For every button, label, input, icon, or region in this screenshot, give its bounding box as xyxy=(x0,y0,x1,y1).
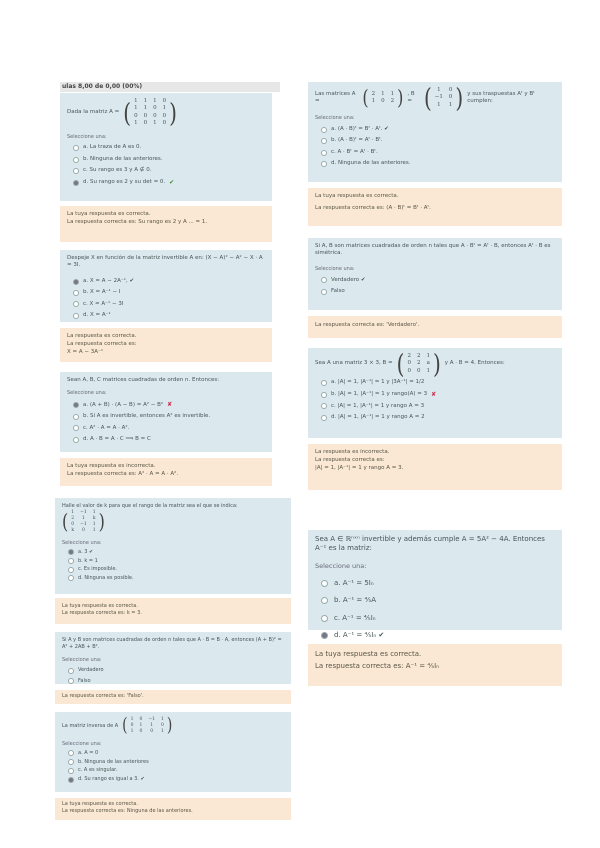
feedback-10: La tuya respuesta es correcta. La respuesta correcta es: A⁻¹ = ⅘Iₙ xyxy=(308,644,562,686)
radio-button[interactable] xyxy=(68,558,74,564)
select-label: Seleccione una: xyxy=(315,115,355,122)
option-true[interactable]: Verdadero xyxy=(68,667,284,674)
feedback-2: La respuesta es correcta. La respuesta correcta es: X = A − 3A⁻¹ xyxy=(60,328,272,362)
radio-button[interactable] xyxy=(321,580,328,587)
question-9 xyxy=(308,348,562,438)
radio-button[interactable] xyxy=(73,145,79,151)
question-stem: Halle el valor de k para que el rango de la matriz sea el que se indica: xyxy=(62,503,238,509)
option-a[interactable]: a. A = 0 xyxy=(68,750,284,757)
select-label: Seleccione una: xyxy=(67,390,107,397)
feedback-8: La respuesta correcta es: 'Verdadero'. xyxy=(308,316,562,338)
option-b[interactable]: b. |A| = 1, |A⁻¹| = 1 y rango(A) = 3 ✘ xyxy=(321,391,555,399)
option-d[interactable]: d. A⁻¹ = ⅘Iₙ ✔ xyxy=(321,631,555,640)
option-c[interactable]: c. |A| = 1, |A⁻¹| = 1 y rango A = 3 xyxy=(321,403,555,410)
question-5 xyxy=(55,632,291,684)
select-label: Seleccione una: xyxy=(62,741,102,748)
question-stem: Despeje X en función de la matriz invertible A en: (X − A)² − A² − X · A = 3I. xyxy=(67,255,263,269)
option-c[interactable]: c. Su rango es 3 y A ∉ 0. xyxy=(73,167,265,174)
option-a[interactable]: a. (A + B) · (A − B) = A² − B² ✘ xyxy=(73,401,265,409)
question-2 xyxy=(60,250,272,322)
cross-icon: ✘ xyxy=(431,390,437,398)
radio-button[interactable] xyxy=(321,403,327,409)
radio-button[interactable] xyxy=(73,279,79,285)
question-stem: La matriz inversa de A xyxy=(62,722,119,729)
option-c[interactable]: c. Es imposible. xyxy=(68,566,284,573)
question-stem-2: , B = xyxy=(407,90,415,105)
radio-button[interactable] xyxy=(73,437,79,443)
question-3 xyxy=(60,372,272,452)
option-a[interactable]: a. A⁻¹ = 5Iₙ xyxy=(321,579,555,588)
radio-button[interactable] xyxy=(73,168,79,174)
cross-icon: ✘ xyxy=(167,401,173,409)
option-b[interactable]: b. A⁻¹ = ⅘A xyxy=(321,596,555,605)
radio-button[interactable] xyxy=(68,567,74,573)
matrix-a: ( 2 1 1 1 0 2 ) xyxy=(362,85,404,110)
feedback-5: La respuesta correcta es: 'Falso'. xyxy=(55,690,291,704)
feedback-7: La tuya respuesta es correcta. La respuesta correcta es: (A · B)ᵗ = Bᵗ · Aᵗ. xyxy=(308,188,562,226)
question-4 xyxy=(55,498,291,594)
radio-button[interactable] xyxy=(73,425,79,431)
question-stem: Sean A, B, C matrices cuadradas de orden n. Entonces: xyxy=(67,377,220,383)
option-false[interactable]: Falso xyxy=(68,678,284,685)
option-c[interactable]: c. A es singular. xyxy=(68,767,284,774)
option-a[interactable]: a. X = A − 2A⁻¹, ✔ xyxy=(73,278,265,285)
radio-button[interactable] xyxy=(68,575,74,581)
feedback-4: La tuya respuesta es correcta. La respuesta correcta es: k = 3. xyxy=(55,598,291,624)
question-6 xyxy=(55,712,291,792)
radio-button[interactable] xyxy=(321,380,327,386)
option-c[interactable]: c. A · Bᵗ = Aᵗ · Bᵗ. xyxy=(321,149,555,156)
select-label: Seleccione una: xyxy=(315,265,355,272)
feedback-6: La tuya respuesta es correcta. La respuesta correcta es: Ninguna de las anteriores. xyxy=(55,798,291,820)
option-a[interactable]: a. |A| = 1, |A⁻¹| = 1 y |3A⁻¹| = 1/2 xyxy=(321,379,555,386)
question-10 xyxy=(308,530,562,639)
select-label: Seleccione una: xyxy=(62,656,102,663)
question-stem: Dada la matriz A = xyxy=(67,109,120,116)
radio-button[interactable] xyxy=(321,415,327,421)
option-d[interactable]: d. |A| = 1, |A⁻¹| = 1 y rango A = 2 xyxy=(321,414,555,421)
option-false[interactable]: Falso xyxy=(321,288,555,295)
option-d[interactable]: d. Su rango es igual a 3. ✔ xyxy=(68,776,284,783)
option-b[interactable]: b. Si A es invertible, entonces A² es invertible. xyxy=(73,413,265,420)
question-stem: Sea A una matriz 3 × 3, B = xyxy=(315,360,393,367)
option-b[interactable]: b. k = 1 xyxy=(68,558,284,565)
radio-button[interactable] xyxy=(321,150,327,156)
radio-button[interactable] xyxy=(73,402,79,408)
matrix-b: ( 1 0 −1 0 1 1 ) xyxy=(423,82,464,114)
radio-button[interactable] xyxy=(321,632,328,639)
option-c[interactable]: c. X = A⁻¹ − 3I xyxy=(73,301,265,308)
radio-button[interactable] xyxy=(321,161,327,167)
option-d[interactable]: d. Ninguna de las anteriores. xyxy=(321,160,555,167)
option-d[interactable]: d. A · B = A · C ⟹ B = C xyxy=(73,436,265,443)
option-a[interactable]: a. La traza de A es 0. xyxy=(73,144,265,151)
matrix: ( 1 −1 1 2 1 k 0 −1 1 k 0 1 ) xyxy=(62,508,105,534)
question-stem: Si A y B son matrices cuadradas de orden n tales que A · B = B · A, entonces (A + B)² = A² + 2AB + B². xyxy=(62,637,282,650)
radio-button[interactable] xyxy=(68,768,74,774)
option-true[interactable]: Verdadero ✔ xyxy=(321,277,555,284)
matrix: ( 1 0 −1 1 0 1 1 0 1 0 0 1 ) xyxy=(122,715,173,737)
select-label: Seleccione una: xyxy=(67,133,107,140)
option-c[interactable]: c. A² · A = A · A². xyxy=(73,425,265,432)
option-b[interactable]: b. Ninguna de las anteriores. xyxy=(73,156,265,163)
radio-button[interactable] xyxy=(73,157,79,163)
select-label: Seleccione una: xyxy=(315,561,367,570)
matrix-b: ( 2 2 1 0 2 a 0 0 1 ) xyxy=(396,348,441,380)
question-8 xyxy=(308,238,562,310)
question-1 xyxy=(60,93,272,201)
radio-button[interactable] xyxy=(68,678,74,684)
radio-button[interactable] xyxy=(321,597,328,604)
radio-button[interactable] xyxy=(321,127,327,133)
radio-button[interactable] xyxy=(68,777,74,783)
radio-button[interactable] xyxy=(73,180,79,186)
option-a[interactable]: a. (A · B)ᵗ = Bᵗ · Aᵗ. ✔ xyxy=(321,126,555,133)
feedback-9: La respuesta es incorrecta. La respuesta correcta es: |A| = 1, |A⁻¹| = 1 y rango A = 3. xyxy=(308,444,562,490)
option-d[interactable]: d. Su rango es 2 y su det = 0. ✔ xyxy=(73,179,265,187)
radio-button[interactable] xyxy=(73,301,79,307)
radio-button[interactable] xyxy=(321,615,328,622)
radio-button[interactable] xyxy=(73,290,79,296)
radio-button[interactable] xyxy=(321,392,327,398)
option-d[interactable]: d. X = A⁻¹ xyxy=(73,312,265,319)
option-a[interactable]: a. 3 ✔ xyxy=(68,549,284,556)
option-b[interactable]: b. (A · B)ᵗ = Aᵗ · Bᵗ. xyxy=(321,137,555,144)
select-label: Seleccione una: xyxy=(62,540,102,546)
feedback-1: La tuya respuesta es correcta. La respuesta correcta es: Su rango es 2 y A ... = 1. xyxy=(60,206,272,242)
question-stem: Si A, B son matrices cuadradas de orden n tales que A · Bᵗ = Aᵗ · B, entonces Aᵗ · B es simétrica. xyxy=(315,243,551,257)
option-c[interactable]: c. A⁻¹ = ⅘Iₙ xyxy=(321,614,555,623)
check-icon: ✔ xyxy=(169,178,175,186)
radio-button[interactable] xyxy=(68,668,74,674)
radio-button[interactable] xyxy=(73,414,79,420)
radio-button[interactable] xyxy=(68,750,74,756)
option-b[interactable]: b. X = A⁻¹ − I xyxy=(73,289,265,296)
feedback-3: La tuya respuesta es incorrecta. La respuesta correcta es: A² · A = A · A². xyxy=(60,458,272,486)
radio-button[interactable] xyxy=(321,138,327,144)
question-stem-3: y sus traspuestas Aᵗ y Bᵗ cumplen: xyxy=(467,90,535,105)
option-d[interactable]: d. Ninguna es posible. xyxy=(68,575,284,582)
question-stem: Las matrices A = xyxy=(315,90,356,105)
radio-button[interactable] xyxy=(68,759,74,765)
radio-button[interactable] xyxy=(321,289,327,295)
radio-button[interactable] xyxy=(73,313,79,319)
radio-button[interactable] xyxy=(321,277,327,283)
question-stem: Sea A ∈ ℝⁿˣⁿ invertible y además cumple A = 5A² − 4A. Entonces A⁻¹ es la matriz: xyxy=(315,535,545,553)
radio-button[interactable] xyxy=(68,549,74,555)
option-b[interactable]: b. Ninguna de las anteriores xyxy=(68,759,284,766)
question-stem-2: y A · B = 4. Entonces: xyxy=(444,360,505,367)
grade-header: ulas 8,00 de 0,00 (00%) xyxy=(60,82,280,92)
matrix: ( 1 1 1 0 1 1 0 1 0 0 0 0 1 0 1 0 ) xyxy=(123,97,177,129)
question-7 xyxy=(308,82,562,182)
